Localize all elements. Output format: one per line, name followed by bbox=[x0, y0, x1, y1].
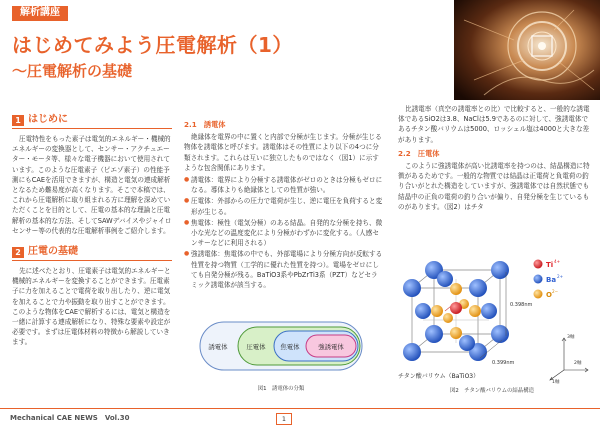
page-footer bbox=[0, 408, 600, 426]
section-2-number: 2 bbox=[12, 247, 24, 258]
legend-o-name: O bbox=[546, 291, 552, 299]
label-piezoelectric: 圧電体 bbox=[246, 343, 266, 351]
dimension-label-a: 0.399nm bbox=[492, 360, 515, 366]
subsection-2-1-intro: 絶縁体を電界の中に置くと内部で分極が生じます。分極が生じる物体を誘電体と呼びます。誘電体はその性質により以下の4つに分類されます。これらは互いに独立したものではなく（図1）に示すような包含関係にあります。 bbox=[184, 133, 382, 172]
batio3-lattice bbox=[392, 252, 592, 384]
right-column bbox=[398, 104, 590, 214]
page-subtitle: ～圧電解析の基礎 bbox=[12, 62, 133, 80]
dielectric-type-list bbox=[184, 175, 384, 290]
legend-o-charge: 2− bbox=[552, 289, 559, 294]
section-1-heading bbox=[12, 114, 172, 129]
nested-category-diagram bbox=[196, 316, 366, 376]
legend-ti-marker bbox=[534, 260, 543, 269]
label-pyroelectric: 焦電体 bbox=[280, 343, 300, 351]
figure-1-dielectric-classification bbox=[196, 316, 366, 376]
list-item-piezoelectric: ● 圧電体：外部からの圧力で電荷が生じ、逆に電圧を負荷すると変形が生じる。 bbox=[184, 196, 384, 216]
section-2-title: 圧電の基礎 bbox=[28, 246, 78, 258]
hero-graphic bbox=[454, 0, 600, 100]
legend-ti-charge: 4+ bbox=[554, 259, 561, 264]
legend-o-marker bbox=[534, 290, 543, 299]
legend-ba-marker bbox=[534, 275, 543, 284]
page-title: はじめてみよう圧電解析（1） bbox=[12, 33, 293, 57]
magazine-name: Mechanical CAE NEWS Vol.30 bbox=[10, 414, 130, 422]
left-column bbox=[12, 114, 172, 350]
page-number: 1 bbox=[276, 413, 292, 425]
figure-2-crystal-structure bbox=[392, 252, 592, 384]
label-dielectric: 誘電体 bbox=[208, 343, 228, 351]
list-item-dielectric: ● 誘電体：電界により分極する誘電体がゼロのときは分極もゼロになる。導体よりも絶縁体としての性質が強い。 bbox=[184, 175, 384, 195]
axis-1-label: 1軸 bbox=[552, 380, 560, 384]
section-1-number: 1 bbox=[12, 115, 24, 126]
right-intro: 比誘電率（真空の誘電率との比）で比較すると、一般的な誘電体であるSiO2は3.8、NaClは5.9であるのに対して、強誘電体であるチタン酸バリウムは5000、ロッシェル塩は4000と大きな差があります。 bbox=[398, 105, 590, 144]
list-item-pyroelectric: ● 焦電体：極性（電気分極）のある結晶。自発的な分極を持ち、微小な光などの温度変化により分極がわずかに変化する。（人感センサーなどに利用される） bbox=[184, 218, 384, 249]
structure-label: チタン酸バリウム（BaTiO3） bbox=[398, 373, 480, 380]
subsection-2-2-title: 2.2 圧電体 bbox=[398, 148, 440, 158]
section-2-body: 先に述べたとおり、圧電素子は電気的エネルギーと機械的エネルギーを変換することができます。圧電素子に力を加えることで電荷を取り出したり、逆に電気を加えることで力や振動を取り出すことができます。このような物体をCAEで解析するには、電気と構造を一緒に計算する連成解析になり、特殊な要素や設定が必要です。まずは圧電体材料の特徴から解説していきます。 bbox=[12, 267, 171, 347]
legend-ba-charge: 2+ bbox=[557, 274, 564, 279]
section-1-body: 圧電特性をもった素子は電気的エネルギー・機械的エネルギーの変換器として、センサー・アクチュエーター・モータ等、様々な電子機器において使用されています。このような圧電素子（ピエゾ素子）の性能予測にもCAEを活用できますが、構造と電気の連成解析となるため難易度が高くなります。そこで本稿では、これから圧電解析に取り組まれる方に理解を深めていただくことを目的として、圧電の基本的な理論と圧電解析の基本的な方法、そしてSAWデバイスやジャイロセンサー等の代表的な圧電解析事例をご紹介します。 bbox=[12, 135, 172, 235]
legend-ba-name: Ba bbox=[546, 276, 557, 284]
axis-3-label: 3軸 bbox=[567, 335, 575, 340]
ion-legend bbox=[534, 259, 564, 299]
list-item-ferroelectric: ● 強誘電体：焦電体の中でも、外部電場により分極方向が反転する性質を持つ物質（工学的に優れた性質を持つ）。電場をゼロにしても自発分極が残る。BaTiO3系やPbZrTi3系（PZT）などセラミック誘電体が該当する。 bbox=[184, 249, 384, 290]
section-2-heading bbox=[12, 246, 172, 261]
subsection-2-1-title: 2.1 誘電体 bbox=[184, 120, 226, 129]
label-ferroelectric: 強誘電体 bbox=[318, 343, 344, 351]
axis-2-label: 2軸 bbox=[574, 361, 582, 366]
titanium-ion bbox=[450, 302, 462, 314]
legend-ti-name: Ti bbox=[546, 261, 554, 269]
subsection-2-2-body: このように強誘電体が高い比誘電率を持つのは、結晶構造に特徴があるためです。一般的な物質では結晶は正電荷と負電荷の釣り合いがとれた構造をしていますが、強誘電体では自然状態でも結晶中の正負の電荷の釣り合いが偏り、自発分極を生じているものがあります。（図2）はチタ bbox=[398, 162, 590, 211]
dimension-label-c: 0.398nm bbox=[510, 302, 533, 308]
section-1-title: はじめに bbox=[28, 114, 68, 125]
figure-2-caption: 図2 チタン酸バリウムの結晶構造 bbox=[450, 388, 534, 394]
middle-column bbox=[184, 120, 384, 291]
column-badge: 解析講座 bbox=[12, 6, 68, 21]
figure-1-caption: 図1 誘電体の分類 bbox=[257, 386, 305, 392]
header-hero-image bbox=[454, 0, 600, 100]
crystal-axes bbox=[550, 338, 588, 380]
